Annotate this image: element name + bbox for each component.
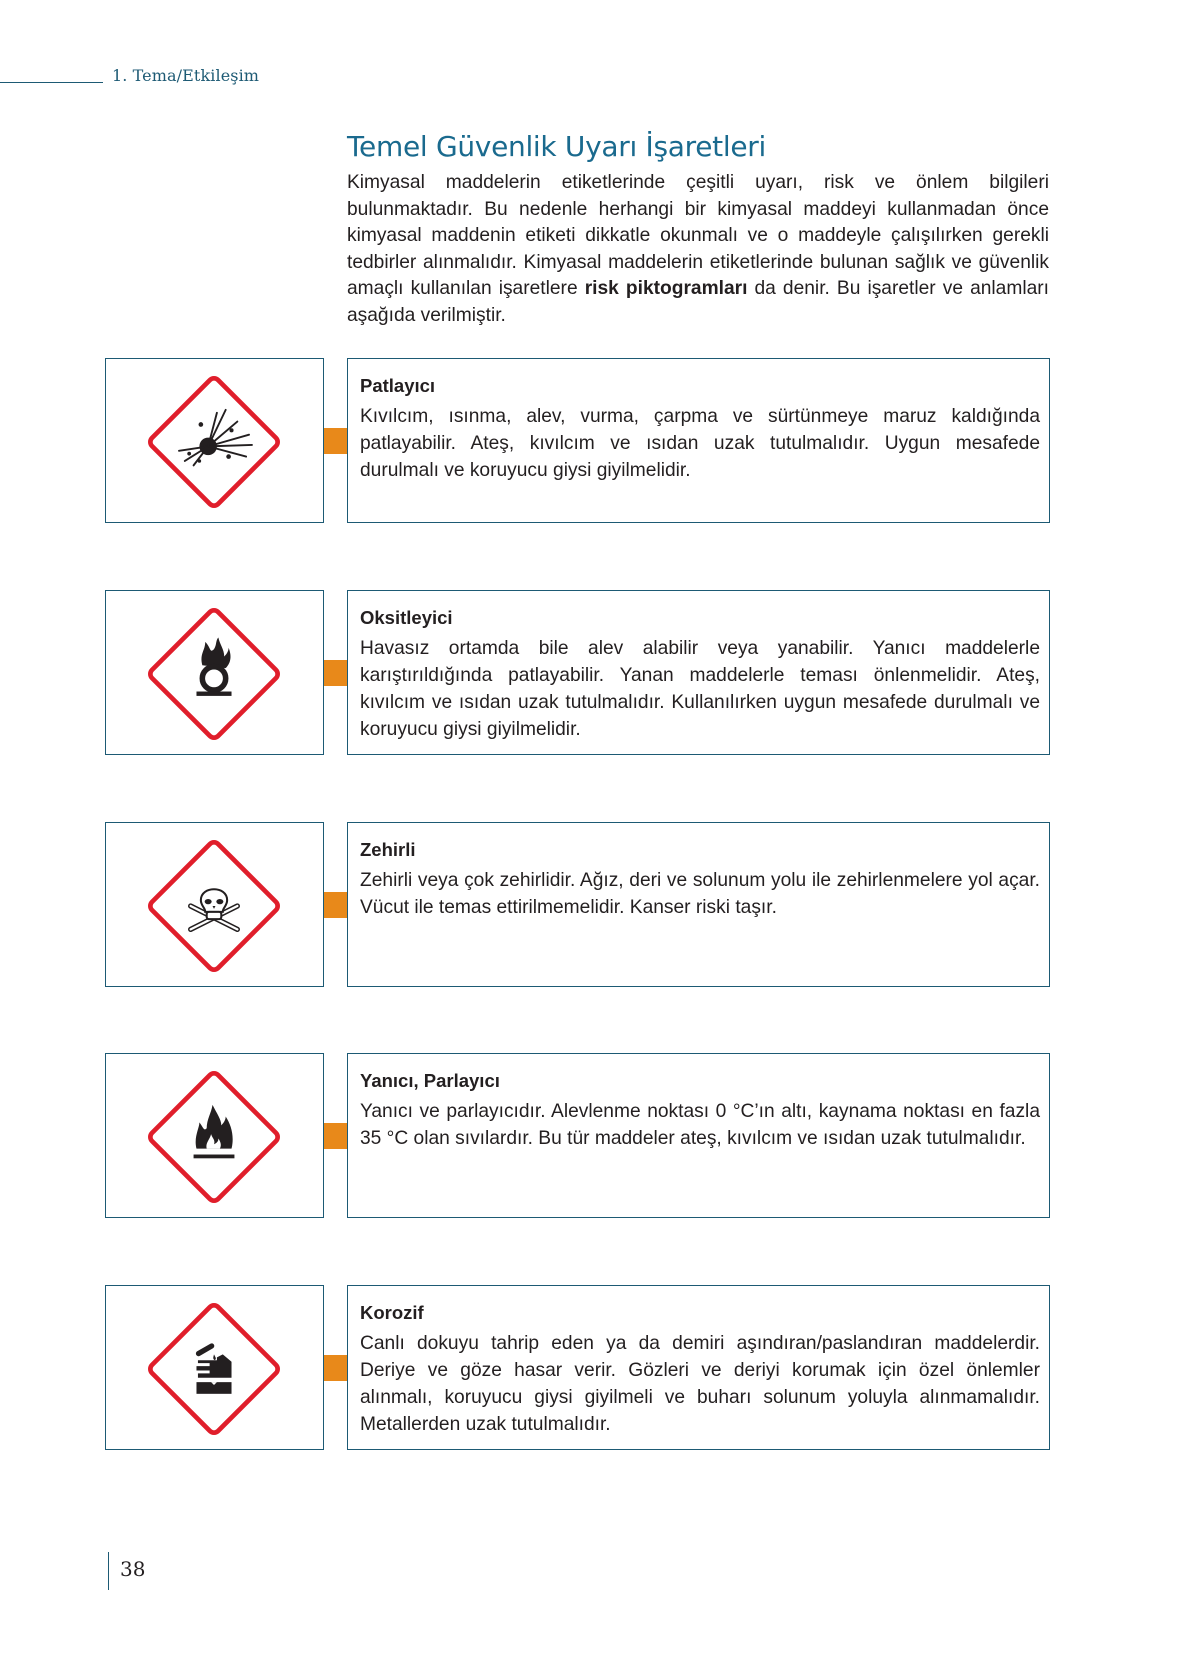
hazard-item-toxic [105, 822, 1051, 987]
hazard-description-box [347, 822, 1050, 987]
pictogram-box [105, 822, 324, 987]
hazard-title: Oksitleyici [360, 607, 453, 628]
explosive-icon [141, 369, 287, 515]
skull-crossbones-icon [141, 833, 287, 979]
connector-marker [324, 660, 349, 686]
flame-icon [141, 1064, 287, 1210]
pictogram-box [105, 1053, 324, 1218]
page-number-rule [108, 1552, 109, 1590]
intro-bold-term: risk piktogramları [584, 278, 748, 299]
connector-marker [324, 1355, 349, 1381]
hazard-description: Zehirli veya çok zehirlidir. Ağız, deri ve solunum yolu ile zehirlenmelere yol açar. Vücut ile temas ettirilmemelidir. Kanser riski taşır. [360, 870, 1040, 918]
pictogram-box [105, 1285, 324, 1450]
hazard-title: Zehirli [360, 839, 416, 860]
page-title: Temel Güvenlik Uyarı İşaretleri [347, 130, 766, 163]
hazard-title: Patlayıcı [360, 375, 436, 396]
intro-paragraph [347, 170, 1049, 329]
hazard-title: Yanıcı, Parlayıcı [360, 1070, 500, 1091]
hazard-description-box [347, 590, 1050, 755]
hazard-description-box [347, 1285, 1050, 1450]
hazard-item-oxidizer [105, 590, 1051, 755]
intro-text-1: Kimyasal maddelerin etiketlerinde çeşitli uyarı, risk ve önlem bilgileri bulunmaktadır. Bu nedenle herhangi bir kimyasal maddeyi kullanmadan önce kimyasal maddenin etiketi dikkatle okunmalı ve o maddeyle çalışılırken gerekli tedbirler alınmalıdır. Kimyasal maddelerin etiketlerinde bulunan sağlık ve güvenlik amaçlı kullanılan işaretlere [347, 172, 1049, 299]
hazard-title: Korozif [360, 1302, 424, 1323]
hazard-item-flammable [105, 1053, 1051, 1218]
connector-marker [324, 428, 349, 454]
connector-marker [324, 1123, 349, 1149]
section-label: 1. Tema/Etkileşim [112, 66, 260, 85]
hazard-description-box [347, 1053, 1050, 1218]
hazard-description: Canlı dokuyu tahrip eden ya da demiri aşındıran/paslandıran maddelerdir. Deriye ve göze hasar verir. Gözleri ve deriyi korumak için özel önlemler alınmalı, koruyucu giysi giyilmeli ve buharı solunum yoluyla alınmamalıdır. Metallerden uzak tutulmalıdır. [360, 1333, 1040, 1435]
hazard-item-corrosive [105, 1285, 1051, 1450]
header-rule [0, 82, 103, 83]
corrosive-icon [141, 1296, 287, 1442]
hazard-item-explosive [105, 358, 1051, 523]
hazard-description: Yanıcı ve parlayıcıdır. Alevlenme noktası 0 °C’ın altı, kaynama noktası en fazla 35 °C olan sıvılardır. Bu tür maddeler ateş, kıvılcım ve ısıdan uzak tutulmalıdır. [360, 1101, 1040, 1149]
hazard-description-box [347, 358, 1050, 523]
connector-marker [324, 892, 349, 918]
oxidizer-icon [141, 601, 287, 747]
pictogram-box [105, 590, 324, 755]
intro-text-2: da denir. Bu işaretler ve anlamları aşağıda verilmiştir. [347, 278, 1049, 326]
pictogram-box [105, 358, 324, 523]
hazard-description: Havasız ortamda bile alev alabilir veya yanabilir. Yanıcı maddelerle karıştırıldığında patlayabilir. Yanan maddelerle teması önlenmelidir. Ateş, kıvılcım ve ısıdan uzak tutulmalıdır. Kullanılırken uygun mesafede durulmalı ve koruyucu giysi giyilmelidir. [360, 638, 1040, 740]
page-number: 38 [120, 1557, 146, 1581]
hazard-description: Kıvılcım, ısınma, alev, vurma, çarpma ve sürtünmeye maruz kaldığında patlayabilir. Ateş, kıvılcım ve ısıdan uzak tutulmalıdır. Uygun mesafede durulmalı ve koruyucu giysi giyilmelidir. [360, 406, 1040, 481]
